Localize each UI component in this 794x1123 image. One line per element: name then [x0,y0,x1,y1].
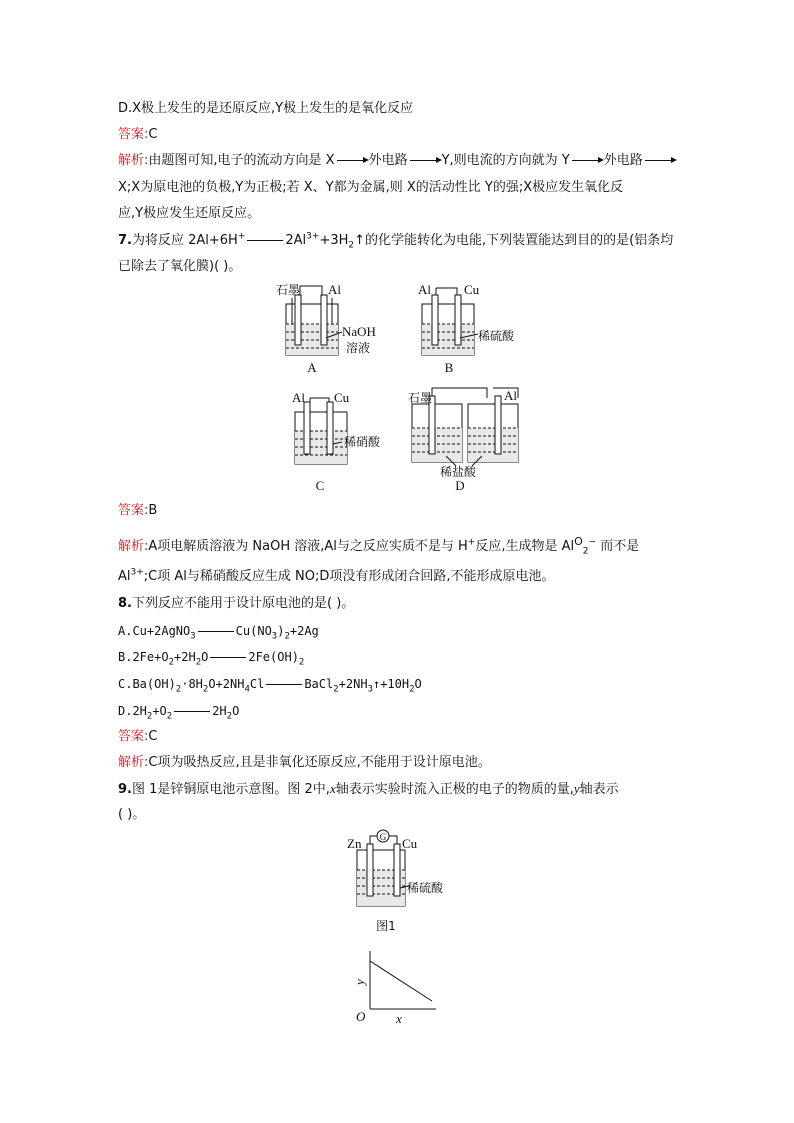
electrode-left-label: Al [418,282,431,297]
stem-text: +3H [319,233,349,248]
q6-analysis-line-2: X;X为原电池的负极,Y为正极;若 X、Y都为金属,则 X的活动性比 Y的强;X极应发生氧化反 [118,180,624,195]
solution-label: 稀硫酸 [478,329,515,343]
q7-analysis-line-1: 解析:A项电解质溶液为 NaOH 溶液,Al与之反应实质不是与 H+反应,生成物是 $Al^O_2^-$ 而不是 [118,535,640,557]
electrode-left-label: 石墨 [408,391,433,405]
apparatus-d [408,388,518,493]
solution-label-2: 溶液 [346,341,371,355]
galvanometer-label: G [379,832,387,842]
apparatus-b [418,282,515,375]
analysis-text: Al [118,569,131,584]
q9-figure-1 [345,826,465,936]
answer-label: 答案: [118,503,149,518]
equals-line [174,711,210,712]
y-axis-label: y [352,979,367,985]
apparatus-a [276,282,376,375]
option-text: BaCl [304,677,334,691]
answer-value: B [148,503,158,518]
analysis-text: Y,则电流的方向就为 Y [441,153,570,168]
option-text: ·8H [181,677,203,691]
q7-answer [118,502,157,520]
arrow-icon [410,160,440,161]
stem-text: 为将反应 2Al+6H [131,233,238,248]
option-text: D.2H [118,704,147,718]
question-number: 8. [118,596,132,611]
option-text: +2NH [338,677,368,691]
caption-c: C [315,478,325,493]
electrode-right-label: Cu [464,282,480,297]
figure-caption: 图1 [376,919,396,933]
question-number: 7. [118,233,132,248]
caption-a: A [307,360,317,375]
q7-apparatus-figure [260,280,540,500]
caption-b: B [444,360,454,375]
electrode-left-label: Al [292,390,305,405]
option-text: +2H [174,650,196,664]
origin-label: O [356,1009,366,1024]
equals-line [247,240,283,241]
option-text: ↑+10H [372,677,410,691]
q8-option-b: $B.2Fe+O_2+2H_2O$ $2Fe(OH)_2$ [118,650,305,668]
q8-analysis [118,754,491,772]
q9-stem-line-1 [118,780,619,799]
option-text: B.2Fe+O [118,650,169,664]
electrode-left-label: Zn [347,836,362,851]
q6-analysis-line-3: 应,Y极应发生还原反应。 [118,206,261,221]
electrode-right-label: Al [328,282,341,297]
answer-label: 答案: [118,127,149,142]
solution-label: NaOH [342,324,376,339]
q9-stem-line-2: ( )。 [118,807,146,822]
q8-option-d: $D.2H_2+O_2$ $2H_2O$ [118,704,240,722]
solution-label: 稀盐酸 [440,465,477,479]
option-text: +O [152,704,167,718]
option-text: A.Cu+2AgNO [118,624,191,638]
analysis-text: 而不是 [600,539,640,554]
equals-line [210,657,246,658]
electrode-right-label: Al [504,388,517,403]
answer-value: C [148,729,158,744]
analysis-text: 外电路 [603,153,643,168]
stem-text: 轴表示 [579,782,619,797]
arrow-icon [337,160,367,161]
analysis-label: 解析: [118,539,149,554]
analysis-text: 外电路 [368,153,408,168]
q7-analysis-line-2: $Al^{3+};C$项 Al与稀硝酸反应生成 NO;D项没有形成闭合回路,不能形成原电池。 [118,567,555,584]
q8-stem [118,595,354,613]
q9-figure-2 [350,945,450,1025]
analysis-text: 反应,生成物是 Al [475,539,575,554]
q7-stem-line-2: 已除去了氧化膜)( )。 [118,259,242,274]
arrow-icon [572,160,602,161]
q8-answer [118,728,157,746]
option-text: O [201,650,209,664]
electrode-right-label: Cu [402,836,418,851]
apparatus-c [292,390,381,493]
analysis-text: A项电解质溶液为 NaOH 溶液,Al与之反应实质不是与 H [148,539,468,554]
data-line [370,961,432,1001]
analysis-text: ;C项 Al与稀硝酸反应生成 NO;D项没有形成闭合回路,不能形成原电池。 [143,569,555,584]
q6-answer [118,126,157,144]
stem-var: y [573,781,580,796]
answer-label: 答案: [118,729,149,744]
stem-text: 轴表示实验时流入正极的电子的物质的量, [335,782,574,797]
electrode-right-label: Cu [334,390,350,405]
question-number: 9. [118,782,132,797]
option-text: O+2NH [208,677,245,691]
x-axis-label: x [396,1011,402,1025]
answer-value: C [148,127,158,142]
option-text: Cu(NO [235,624,272,638]
solution-label: 稀硝酸 [344,435,381,449]
q6-analysis-line-1 [118,152,677,170]
option-text: O [232,704,240,718]
stem-text: 2Al [285,233,307,248]
option-text: Cl [249,677,265,691]
q8-option-c: $C.Ba(OH)_2\cdot 8H_2O+2NH_4Cl$ $BaCl_2+2NH_3↑+10H_2O$ [118,677,422,695]
option-text: +2Ag [289,624,319,638]
analysis-text: 由题图可知,电子的流动方向是 X [148,153,335,168]
option-text: O [414,677,422,691]
caption-d: D [455,478,465,493]
q7-stem-line-1: 7.为将反应 2Al+6H+ $2Al^{3+}+3H_2↑$的化学能转化为电能,下列装置能达到目的的是(铝条均 [118,231,674,251]
stem-var: x [329,781,336,796]
equals-line [266,684,302,685]
stem-text: ↑的化学能转化为电能,下列装置能达到目的的是(铝条均 [354,233,674,248]
q6-option-d: D.X极上发生的是还原反应,Y极上发生的是氧化反应 [118,101,414,116]
solution-label: 稀硫酸 [407,881,444,895]
q8-option-a: A.Cu+2AgNO$_3$ $Cu(NO_3)_2+2Ag$ [118,624,319,642]
option-text: 2Fe(OH) [248,650,299,664]
analysis-text: C项为吸热反应,且是非氧化还原反应,不能用于设计原电池。 [148,755,491,770]
stem-text: 图 1是锌铜原电池示意图。图 2中, [131,782,330,797]
equals-line [198,631,234,632]
analysis-text: O [574,535,583,548]
electrode-left-label: 石墨 [276,283,301,297]
arrow-icon [645,160,675,161]
option-text: C.Ba(OH) [118,677,176,691]
stem-text: 下列反应不能用于设计原电池的是( )。 [131,596,355,611]
analysis-label: 解析: [118,153,149,168]
analysis-label: 解析: [118,755,149,770]
option-text: 2H [212,704,227,718]
